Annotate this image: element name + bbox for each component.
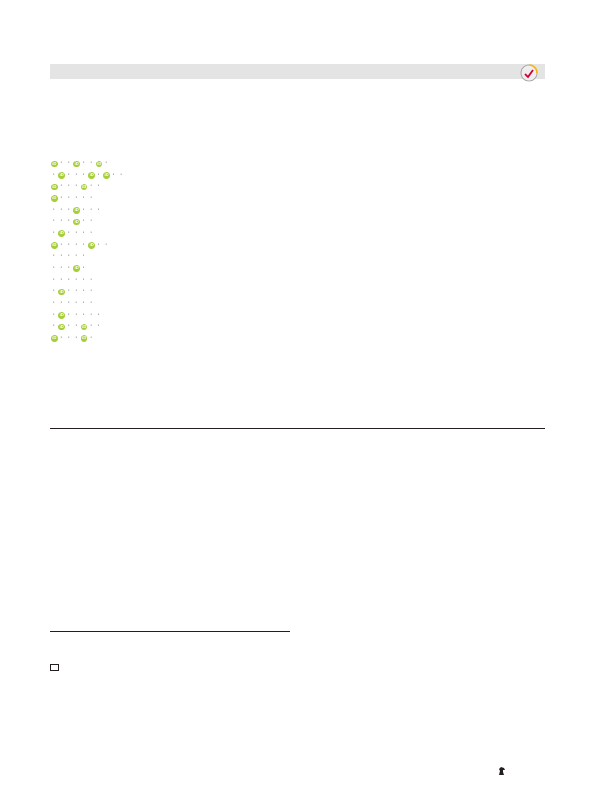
author-entry bbox=[50, 157, 58, 166]
author-separator: · bbox=[60, 191, 63, 201]
author-line bbox=[50, 179, 552, 191]
author-separator: · bbox=[82, 261, 85, 271]
orcid-icon[interactable]: iD bbox=[74, 265, 79, 271]
author-separator: · bbox=[82, 238, 85, 248]
orcid-icon[interactable]: iD bbox=[52, 242, 57, 248]
author-separator: · bbox=[52, 203, 55, 213]
check-updates-icon bbox=[520, 64, 538, 84]
orcid-icon[interactable]: iD bbox=[59, 172, 64, 178]
author-entry bbox=[57, 227, 65, 236]
author-entry bbox=[50, 180, 58, 189]
author-entry bbox=[80, 180, 88, 189]
orcid-icon[interactable]: iD bbox=[52, 160, 57, 166]
author-entry bbox=[102, 169, 110, 178]
author-entry bbox=[80, 320, 88, 329]
author-line bbox=[50, 238, 552, 250]
author-entry bbox=[57, 285, 65, 294]
author-separator: · bbox=[89, 203, 93, 213]
author-separator: · bbox=[52, 296, 55, 306]
author-separator: · bbox=[52, 285, 55, 295]
author-separator: · bbox=[52, 308, 55, 318]
orcid-icon[interactable]: iD bbox=[97, 160, 102, 166]
author-separator: · bbox=[97, 168, 100, 178]
author-separator: · bbox=[67, 250, 70, 260]
author-entry bbox=[72, 215, 80, 224]
author-entry bbox=[57, 169, 65, 178]
author-separator: · bbox=[74, 308, 78, 318]
author-separator: · bbox=[82, 226, 85, 236]
footnote-divider bbox=[50, 631, 290, 632]
author-separator: · bbox=[97, 180, 100, 190]
author-separator: · bbox=[67, 285, 70, 295]
orcid-icon[interactable]: iD bbox=[104, 172, 109, 178]
author-separator: · bbox=[82, 285, 85, 295]
orcid-icon[interactable]: iD bbox=[89, 172, 94, 178]
author-line bbox=[50, 249, 552, 261]
author-separator: · bbox=[74, 285, 78, 295]
author-separator: · bbox=[89, 180, 93, 190]
author-separator: · bbox=[67, 215, 70, 225]
author-separator: · bbox=[59, 273, 63, 283]
author-line bbox=[50, 203, 552, 215]
author-entry bbox=[50, 332, 58, 341]
author-separator: · bbox=[67, 226, 70, 236]
author-separator: · bbox=[104, 157, 108, 166]
author-line bbox=[50, 319, 552, 331]
author-separator: · bbox=[104, 238, 108, 248]
author-line bbox=[50, 273, 552, 285]
author-separator: · bbox=[74, 180, 78, 190]
author-separator: · bbox=[74, 296, 78, 306]
author-separator: · bbox=[59, 261, 63, 271]
author-separator: · bbox=[97, 308, 100, 318]
author-entry bbox=[72, 157, 80, 166]
author-line bbox=[50, 296, 552, 308]
author-separator: · bbox=[82, 250, 85, 260]
author-separator: · bbox=[74, 226, 78, 236]
author-separator: · bbox=[60, 157, 63, 166]
author-separator: · bbox=[82, 157, 85, 166]
author-separator: · bbox=[67, 238, 70, 248]
orcid-icon[interactable]: iD bbox=[89, 242, 94, 248]
envelope-icon bbox=[50, 664, 59, 671]
author-separator: · bbox=[59, 203, 63, 213]
orcid-icon[interactable]: iD bbox=[82, 335, 87, 341]
author-separator: · bbox=[74, 273, 78, 283]
orcid-icon[interactable]: iD bbox=[74, 160, 79, 166]
author-separator: · bbox=[89, 285, 93, 295]
author-separator: · bbox=[89, 308, 93, 318]
author-separator: · bbox=[67, 320, 70, 330]
author-separator: · bbox=[67, 203, 70, 213]
orcid-icon[interactable]: iD bbox=[59, 323, 64, 329]
publisher-logo bbox=[498, 766, 506, 776]
author-separator: · bbox=[67, 331, 70, 341]
author-line bbox=[50, 226, 552, 238]
author-separator: · bbox=[74, 191, 78, 201]
article-type-banner bbox=[50, 64, 545, 79]
author-separator: · bbox=[67, 261, 70, 271]
orcid-icon[interactable]: iD bbox=[52, 335, 57, 341]
author-line bbox=[50, 191, 552, 203]
author-separator: · bbox=[74, 238, 78, 248]
author-separator: · bbox=[97, 238, 100, 248]
author-separator: · bbox=[74, 168, 78, 178]
author-separator: · bbox=[112, 168, 115, 178]
author-entry bbox=[50, 192, 58, 201]
author-separator: · bbox=[82, 215, 85, 225]
author-separator: · bbox=[82, 168, 85, 178]
author-separator: · bbox=[82, 308, 85, 318]
author-separator: · bbox=[89, 296, 93, 306]
right-column bbox=[307, 438, 547, 448]
author-list bbox=[50, 156, 552, 343]
author-entry bbox=[50, 239, 58, 248]
author-entry bbox=[87, 169, 95, 178]
author-separator: · bbox=[89, 215, 93, 225]
author-separator: · bbox=[89, 157, 93, 166]
orcid-icon[interactable]: iD bbox=[59, 312, 64, 318]
author-separator: · bbox=[97, 320, 100, 330]
author-separator: · bbox=[52, 273, 55, 283]
author-separator: · bbox=[82, 203, 85, 213]
author-separator: · bbox=[59, 296, 63, 306]
author-separator: · bbox=[74, 320, 78, 330]
author-separator: · bbox=[119, 168, 123, 178]
author-separator: · bbox=[82, 273, 85, 283]
author-separator: · bbox=[67, 157, 70, 166]
author-line bbox=[50, 284, 552, 296]
author-separator: · bbox=[89, 226, 93, 236]
author-separator: · bbox=[89, 320, 93, 330]
orcid-icon[interactable]: iD bbox=[52, 183, 57, 189]
author-separator: · bbox=[97, 203, 100, 213]
check-for-updates-badge[interactable] bbox=[514, 64, 544, 96]
author-separator: · bbox=[67, 273, 70, 283]
author-separator: · bbox=[60, 180, 63, 190]
author-separator: · bbox=[59, 250, 63, 260]
author-separator: · bbox=[52, 226, 55, 236]
author-line bbox=[50, 261, 552, 273]
author-entry bbox=[72, 204, 80, 213]
author-separator: · bbox=[67, 180, 70, 190]
author-line bbox=[50, 308, 552, 320]
author-line bbox=[50, 156, 552, 168]
author-separator: · bbox=[67, 308, 70, 318]
author-separator: · bbox=[59, 215, 63, 225]
author-entry bbox=[80, 332, 88, 341]
author-separator: · bbox=[89, 191, 93, 201]
author-line bbox=[50, 214, 552, 226]
author-separator: · bbox=[82, 296, 85, 306]
author-separator: · bbox=[67, 296, 70, 306]
author-separator: · bbox=[82, 191, 85, 201]
author-separator: · bbox=[60, 238, 63, 248]
author-entry bbox=[57, 320, 65, 329]
author-entry bbox=[57, 309, 65, 318]
orcid-icon[interactable]: iD bbox=[74, 207, 79, 213]
author-separator: · bbox=[52, 250, 55, 260]
author-entry bbox=[95, 157, 103, 166]
author-separator: · bbox=[52, 168, 55, 178]
orcid-icon[interactable]: iD bbox=[52, 195, 57, 201]
author-separator: · bbox=[89, 273, 93, 283]
orcid-icon[interactable]: iD bbox=[82, 183, 87, 189]
author-entry bbox=[72, 262, 80, 271]
springer-horse-icon bbox=[498, 766, 506, 776]
author-separator: · bbox=[67, 168, 70, 178]
author-separator: · bbox=[89, 331, 93, 341]
left-column bbox=[50, 438, 290, 449]
author-line bbox=[50, 168, 552, 180]
section-divider bbox=[50, 428, 545, 429]
author-separator: · bbox=[74, 250, 78, 260]
author-separator: · bbox=[60, 331, 63, 341]
orcid-icon[interactable]: iD bbox=[82, 323, 87, 329]
author-separator: · bbox=[52, 320, 55, 330]
author-separator: · bbox=[74, 331, 78, 341]
orcid-icon[interactable]: iD bbox=[74, 218, 79, 224]
author-separator: · bbox=[52, 215, 55, 225]
author-entry bbox=[87, 239, 95, 248]
author-line bbox=[50, 331, 552, 343]
author-separator: · bbox=[67, 191, 70, 201]
orcid-icon[interactable]: iD bbox=[59, 288, 64, 294]
orcid-icon[interactable]: iD bbox=[59, 230, 64, 236]
author-separator: · bbox=[52, 261, 55, 271]
